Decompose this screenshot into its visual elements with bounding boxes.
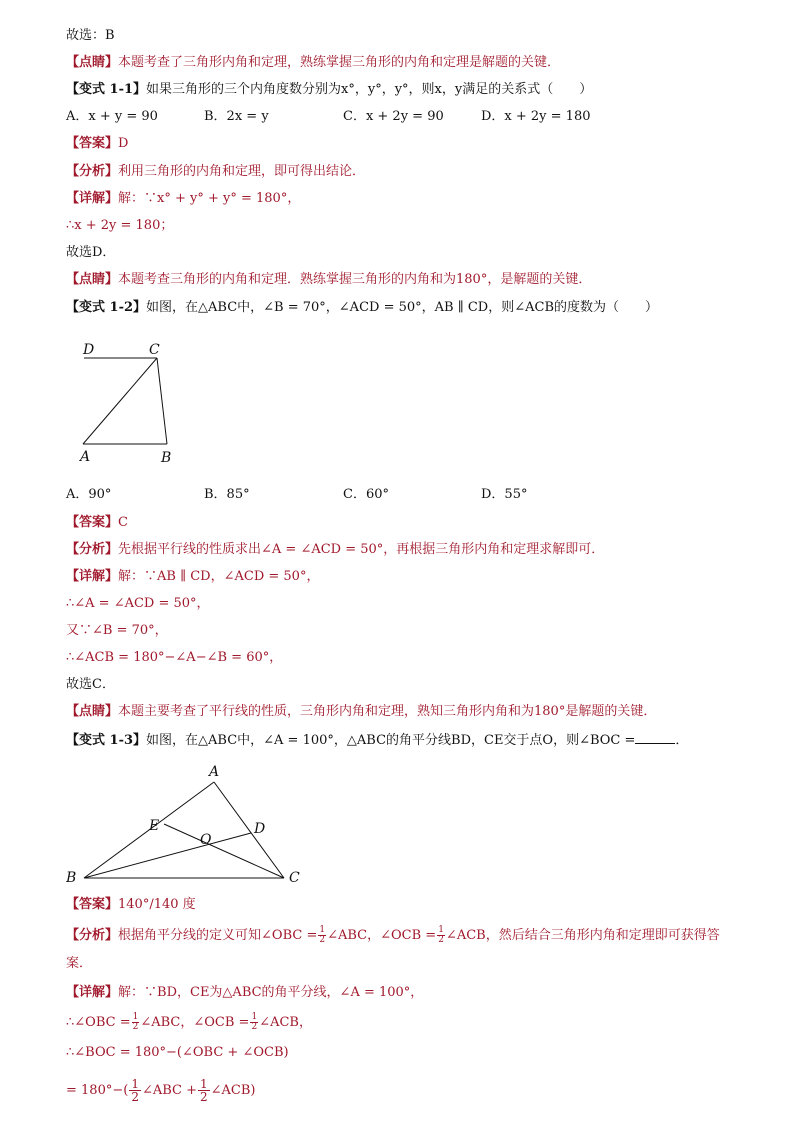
question-text: 如果三角形的三个内角度数分别为x°，y°，y°，则x，y满足的关系式（ ） (146, 82, 593, 97)
label-b: B (161, 450, 172, 466)
comment-line-1 (66, 53, 560, 73)
numerator: 1 (132, 1012, 139, 1022)
variant-1-1-question (66, 80, 592, 100)
option-d: D．55° (481, 487, 528, 502)
detail-line-2: ∴∠A = ∠ACD = 50°， (66, 596, 210, 611)
comment-line-2 (66, 270, 591, 290)
analysis-text-c: ∠ACB，然后结合三角形内角和定理即可获得答 (445, 928, 720, 943)
fraction (132, 1013, 140, 1032)
comment-line-3 (66, 702, 656, 722)
detail-tag: 【详解】 (66, 191, 119, 206)
denominator: 2 (319, 935, 326, 945)
figure-angle-bisectors (66, 758, 316, 890)
variant-tag: 【变式 1-1】 (66, 82, 147, 97)
detail-line-2: ∴x + 2y = 180； (66, 218, 174, 233)
answer-tag: 【答案】 (66, 897, 119, 912)
detail-tag: 【详解】 (66, 985, 119, 1000)
detail-text: 解：∵BD，CE为△ABC的角平分线，∠A = 100°， (118, 985, 424, 1000)
detail-tag: 【详解】 (66, 569, 119, 584)
option-a: A．x + y = 90 (66, 109, 158, 124)
numerator: 1 (200, 1077, 208, 1091)
question-text: 如图，在△ABC中，∠B = 70°，∠ACD = 50°，AB ∥ CD，则∠ACB的度数为（ ） (146, 300, 658, 315)
label-d: D (254, 821, 266, 837)
fraction (318, 926, 326, 945)
denominator: 2 (131, 1090, 139, 1104)
numerator: 1 (438, 925, 444, 935)
detail-text-c: ∠ACB， (259, 1015, 312, 1030)
answer-tag: 【答案】 (66, 136, 119, 151)
analysis-line (66, 162, 365, 182)
detail-line (66, 189, 300, 209)
denominator: 2 (200, 1090, 208, 1104)
detail-text-a: = 180°−( (66, 1083, 129, 1098)
answer-line (66, 134, 128, 154)
denominator: 2 (132, 1022, 139, 1032)
detail-line-4 (66, 1076, 256, 1106)
denominator: 2 (251, 1022, 258, 1032)
fraction (129, 1078, 141, 1103)
numerator: 1 (319, 925, 326, 935)
question-text: 如图，在△ABC中，∠A = 100°，△ABC的角平分线BD，CE交于点O，则∠BOC = (146, 733, 636, 748)
answer-blank (635, 729, 675, 744)
segment-ac (214, 782, 284, 878)
variant-1-3-question (66, 729, 688, 749)
fraction (437, 926, 445, 945)
fraction (198, 1078, 210, 1103)
variant-tag: 【变式 1-2】 (66, 300, 147, 315)
variant-1-2-options (66, 485, 746, 505)
variant-1-1-options (66, 107, 746, 127)
comment-tag: 【点睛】 (66, 704, 119, 719)
label-d: D (83, 342, 95, 358)
detail-line (66, 983, 423, 1003)
detail-line-4: ∴∠ACB = 180°−∠A−∠B = 60°， (66, 650, 283, 665)
answer-value: D (118, 136, 129, 151)
detail-text-b: ∠ABC + (141, 1083, 197, 1098)
analysis-tag: 【分析】 (66, 542, 119, 557)
comment-text: 本题主要考查了平行线的性质，三角形内角和定理，熟知三角形内角和为180°是解题的关键． (118, 704, 657, 719)
label-a: A (209, 764, 220, 780)
answer-line (66, 513, 128, 533)
analysis-text: 先根据平行线的性质求出∠A = ∠ACD = 50°，再根据三角形内角和定理求解即可． (118, 542, 605, 557)
variant-tag: 【变式 1-3】 (66, 733, 147, 748)
label-b: B (66, 870, 77, 886)
choose-line-3: 故选C． (66, 677, 115, 692)
detail-text-c: ∠ACB) (210, 1083, 256, 1098)
detail-text: 解：∵AB ∥ CD，∠ACD = 50°， (118, 569, 320, 584)
numerator: 1 (131, 1077, 139, 1091)
detail-line (66, 567, 319, 587)
answer-value: C (118, 515, 128, 530)
segment-bd (84, 833, 251, 878)
analysis-line-2: 案． (66, 956, 93, 971)
comment-text: 本题考查了三角形内角和定理，熟练掌握三角形的内角和定理是解题的关键． (118, 55, 561, 70)
answer-value: 140°/140 度 (118, 897, 196, 912)
analysis-tag: 【分析】 (66, 928, 119, 943)
detail-text: 解：∵x° + y° + y° = 180°， (118, 191, 301, 206)
option-c: C．x + 2y = 90 (343, 109, 444, 124)
option-b: B．85° (204, 487, 250, 502)
option-c: C．60° (343, 487, 389, 502)
comment-tag: 【点睛】 (66, 55, 119, 70)
segment-ca (83, 358, 157, 444)
option-d: D．x + 2y = 180 (481, 109, 591, 124)
figure-triangle-abc-parallel (66, 332, 196, 472)
option-a: A．90° (66, 487, 112, 502)
label-c: C (289, 870, 300, 886)
answer-line (66, 895, 196, 915)
fraction (250, 1013, 258, 1032)
analysis-line (66, 540, 604, 560)
label-c: C (149, 342, 160, 358)
variant-1-2-question (66, 298, 658, 318)
detail-line-3: ∴∠BOC = 180°−(∠OBC + ∠OCB) (66, 1045, 289, 1060)
label-a: A (80, 449, 91, 465)
question-end: ． (675, 733, 689, 748)
analysis-text: 利用三角形的内角和定理，即可得出结论． (118, 164, 366, 179)
denominator: 2 (438, 935, 444, 945)
detail-text-b: ∠ABC，∠OCB = (140, 1015, 250, 1030)
analysis-tag: 【分析】 (66, 164, 119, 179)
detail-line-3: 又∵∠B = 70°， (66, 623, 168, 638)
analysis-text-b: ∠ABC，∠OCB = (327, 928, 437, 943)
comment-text: 本题考查三角形的内角和定理．熟练掌握三角形的内角和为180°，是解题的关键． (118, 272, 592, 287)
analysis-text-a: 根据角平分线的定义可知∠OBC = (118, 928, 318, 943)
segment-ce (164, 824, 284, 878)
detail-line-2 (66, 1013, 312, 1033)
label-o: O (200, 832, 212, 848)
answer-tag: 【答案】 (66, 515, 119, 530)
label-e: E (149, 818, 160, 834)
segment-bc (157, 358, 167, 444)
detail-text-a: ∴∠OBC = (66, 1015, 131, 1030)
comment-tag: 【点睛】 (66, 272, 119, 287)
choose-line-1: 故选：B (66, 28, 115, 43)
option-b: B．2x = y (204, 109, 269, 124)
numerator: 1 (251, 1012, 258, 1022)
choose-line-2: 故选D． (66, 245, 116, 260)
analysis-line (66, 926, 720, 946)
